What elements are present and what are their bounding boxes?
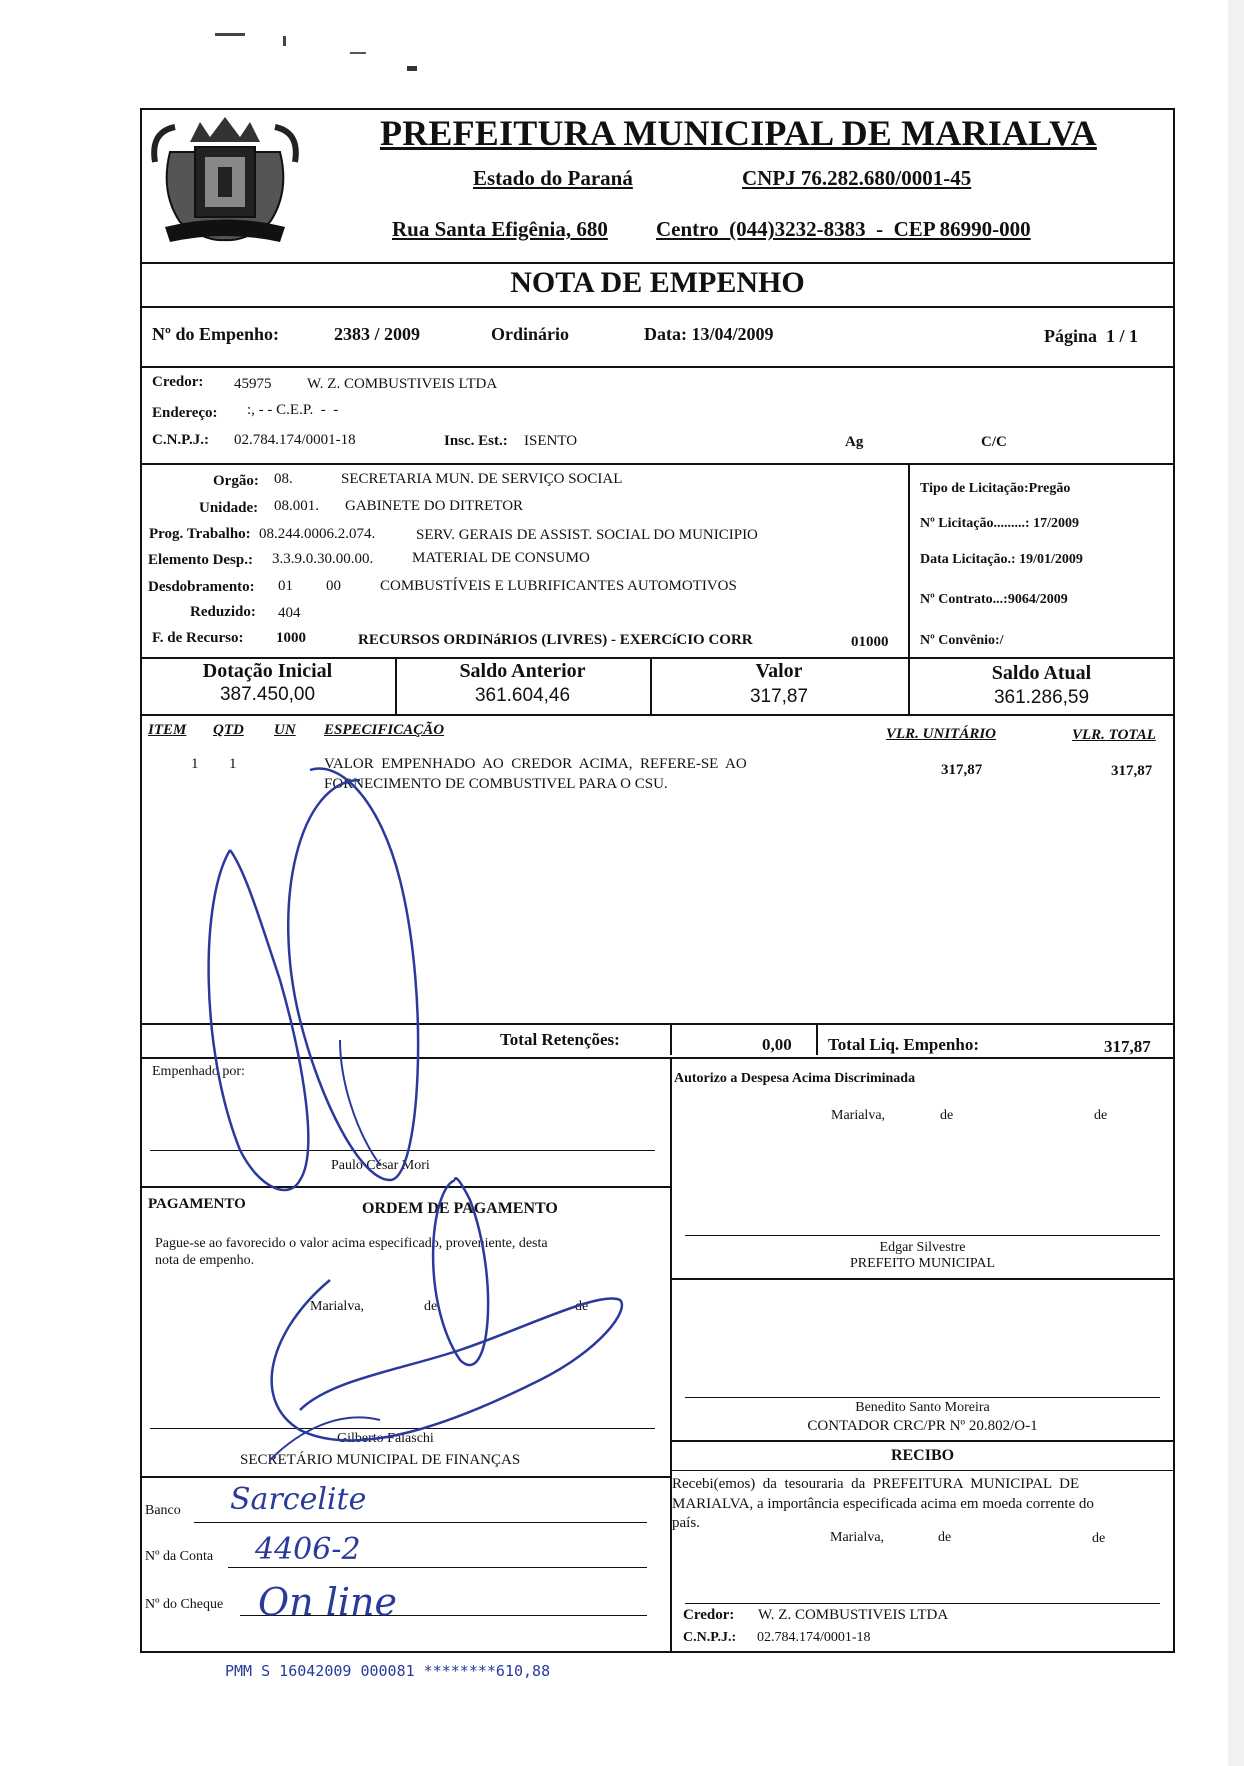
- retencoes-label: Total Retenções:: [500, 1030, 620, 1049]
- empenho-page: Página 1 / 1: [1044, 326, 1139, 346]
- liq-empenho-label: Total Liq. Empenho:: [828, 1035, 979, 1054]
- banco-label: Banco: [145, 1503, 181, 1518]
- col-vlr-unitario: VLR. UNITÁRIO: [886, 726, 997, 742]
- header-title: PREFEITURA MUNICIPAL DE MARIALVA: [380, 113, 1097, 153]
- header-state: Estado do Paraná: [473, 166, 633, 190]
- col-un: UN: [274, 722, 296, 738]
- item-number: 1: [191, 756, 199, 772]
- recibo-text3: país.: [672, 1515, 700, 1531]
- unidade-label: Unidade:: [199, 500, 259, 516]
- saldo-anterior-label: Saldo Anterior: [459, 660, 586, 682]
- pagamento-place: Marialva,: [310, 1299, 365, 1314]
- conta-handwritten: 4406-2: [255, 1532, 361, 1567]
- scan-mark: [1228, 0, 1244, 1766]
- autorizo-signer-role: PREFEITO MUNICIPAL: [849, 1256, 996, 1271]
- item-espec-line2: FORNECIMENTO DE COMBUSTIVEL PARA O CSU.: [324, 776, 668, 792]
- contador-name: Benedito Santo Moreira: [855, 1400, 990, 1415]
- recibo-de2: de: [1092, 1531, 1106, 1546]
- insc-label: Insc. Est.:: [444, 433, 508, 449]
- recibo-cnpj-label: C.N.P.J.:: [683, 1630, 737, 1645]
- cc-label: C/C: [981, 434, 1007, 450]
- autorizo-label: Autorizo a Despesa Acima Discriminada: [674, 1071, 916, 1086]
- header-address: Rua Santa Efigênia, 680: [392, 217, 608, 241]
- pagamento-text1: Pague-se ao favorecido o valor acima especificado, proveniente, desta: [155, 1236, 548, 1251]
- item-vlr-total: 317,87: [1111, 763, 1153, 779]
- pagamento-text2: nota de empenho.: [155, 1253, 255, 1268]
- endereco-label: Endereço:: [152, 405, 218, 421]
- pagamento-signer-role: SECRETÁRIO MUNICIPAL DE FINANÇAS: [240, 1452, 521, 1468]
- scan-mark: [407, 66, 417, 71]
- saldo-atual-label: Saldo Atual: [991, 662, 1092, 684]
- conta-label: Nº da Conta: [145, 1549, 214, 1564]
- recurso-desc: RECURSOS ORDINáRIOS (LIVRES) - EXERCíCIO CORR: [358, 632, 753, 648]
- licitacao-data: Data Licitação.: 19/01/2009: [920, 552, 1083, 567]
- reduzido-label: Reduzido:: [190, 604, 256, 620]
- scan-mark: [283, 36, 286, 46]
- prog-code: 08.244.0006.2.074.: [259, 526, 376, 542]
- item-vlr-unitario: 317,87: [941, 762, 983, 778]
- dotacao-label: Dotação Inicial: [202, 660, 333, 682]
- valor-value: 317,87: [749, 686, 809, 707]
- desdob-label: Desdobramento:: [148, 579, 255, 595]
- credor-code: 45975: [234, 376, 272, 392]
- recibo-cnpj-value: 02.784.174/0001-18: [757, 1630, 871, 1645]
- recibo-de1: de: [938, 1530, 952, 1545]
- recibo-place: Marialva,: [830, 1530, 885, 1545]
- recibo-text1: Recebi(emos) da tesouraria da PREFEITURA MUNICIPAL DE: [672, 1476, 1080, 1492]
- empenhado-name: Paulo César Mori: [331, 1158, 430, 1173]
- credor-label: Credor:: [152, 374, 204, 390]
- prog-desc: SERV. GERAIS DE ASSIST. SOCIAL DO MUNICIPIO: [416, 527, 758, 543]
- footer-print-stamp: PMM S 16042009 000081 ********610,88: [225, 1662, 551, 1680]
- orgao-desc: SECRETARIA MUN. DE SERVIÇO SOCIAL: [341, 471, 623, 487]
- valor-label: Valor: [755, 660, 803, 682]
- pagamento-de2: de: [575, 1299, 589, 1314]
- autorizo-signer-name: Edgar Silvestre: [879, 1240, 966, 1255]
- recurso-code: 1000: [276, 630, 306, 646]
- licitacao-convenio: Nº Convênio:/: [920, 633, 1004, 648]
- desdob-desc: COMBUSTÍVEIS E LUBRIFICANTES AUTOMOTIVOS: [380, 578, 737, 594]
- licitacao-numero: Nº Licitação.........: 17/2009: [920, 516, 1079, 531]
- pagamento-label: PAGAMENTO: [148, 1196, 246, 1212]
- autorizo-de1: de: [940, 1108, 954, 1123]
- scan-mark: [350, 52, 366, 54]
- header-address-rest: Centro (044)3232-8383 - CEP 86990-000: [656, 217, 1031, 241]
- elemento-label: Elemento Desp.:: [148, 552, 253, 568]
- desdob-a: 01: [278, 578, 293, 594]
- unidade-code: 08.001.: [274, 498, 319, 514]
- autorizo-de2: de: [1094, 1108, 1108, 1123]
- contador-role: CONTADOR CRC/PR Nº 20.802/O-1: [807, 1418, 1038, 1434]
- cnpj-label: C.N.P.J.:: [152, 432, 209, 448]
- credor-name: W. Z. COMBUSTIVEIS LTDA: [307, 376, 498, 392]
- recurso-label: F. de Recurso:: [152, 630, 244, 646]
- doc-title: NOTA DE EMPENHO: [510, 266, 805, 299]
- col-especificacao: ESPECIFICAÇÃO: [324, 722, 445, 738]
- empenho-label: Nº do Empenho:: [152, 324, 279, 344]
- ordem-pagamento: ORDEM DE PAGAMENTO: [362, 1200, 558, 1217]
- orgao-label: Orgão:: [213, 473, 259, 489]
- endereco-value: :, - - C.E.P. - -: [247, 402, 339, 418]
- orgao-code: 08.: [274, 471, 293, 487]
- cheque-label: Nº do Cheque: [145, 1597, 224, 1612]
- scan-mark: [215, 33, 245, 36]
- col-qtd: QTD: [213, 722, 244, 738]
- liq-empenho-value: 317,87: [1104, 1037, 1151, 1056]
- item-qtd: 1: [229, 756, 237, 772]
- recibo-title: RECIBO: [890, 1447, 955, 1464]
- cnpj-value: 02.784.174/0001-18: [234, 432, 356, 448]
- recibo-credor-value: W. Z. COMBUSTIVEIS LTDA: [758, 1607, 949, 1623]
- licitacao-tipo: Tipo de Licitação:Pregão: [920, 481, 1071, 496]
- col-item: ITEM: [148, 722, 187, 738]
- header-cnpj: CNPJ 76.282.680/0001-45: [742, 166, 972, 190]
- empenhado-label: Empenhado por:: [152, 1064, 245, 1079]
- prog-label: Prog. Trabalho:: [149, 526, 251, 542]
- insc-value: ISENTO: [524, 433, 578, 449]
- reduzido-value: 404: [278, 605, 301, 621]
- col-vlr-total: VLR. TOTAL: [1072, 727, 1156, 743]
- pagamento-de1: de: [424, 1299, 438, 1314]
- recurso-num: 01000: [851, 634, 889, 650]
- recibo-credor-label: Credor:: [683, 1607, 735, 1623]
- ag-label: Ag: [845, 434, 864, 450]
- empenho-date: Data: 13/04/2009: [644, 324, 774, 344]
- empenho-number: 2383 / 2009: [334, 324, 421, 344]
- empenho-type: Ordinário: [491, 324, 570, 344]
- elemento-desc: MATERIAL DE CONSUMO: [412, 550, 590, 566]
- saldo-atual-value: 361.286,59: [993, 687, 1090, 708]
- banco-handwritten: Sarcelite: [230, 1482, 367, 1517]
- retencoes-value: 0,00: [762, 1035, 792, 1054]
- desdob-b: 00: [326, 578, 341, 594]
- autorizo-place: Marialva,: [831, 1108, 886, 1123]
- coat-of-arms-emblem: [150, 112, 300, 252]
- saldo-anterior-value: 361.604,46: [474, 685, 571, 706]
- pagamento-signer-name: Gilberto Falaschi: [337, 1431, 434, 1446]
- licitacao-contrato: Nº Contrato...:9064/2009: [920, 592, 1068, 607]
- unidade-desc: GABINETE DO DITRETOR: [345, 498, 524, 514]
- cheque-handwritten: On line: [258, 1580, 397, 1624]
- dotacao-value: 387.450,00: [219, 684, 316, 705]
- recibo-text2: MARIALVA, a importância especificada acima em moeda corrente do: [672, 1496, 1094, 1512]
- item-espec-line1: VALOR EMPENHADO AO CREDOR ACIMA, REFERE-SE AO: [324, 756, 747, 772]
- elemento-code: 3.3.9.0.30.00.00.: [272, 551, 374, 567]
